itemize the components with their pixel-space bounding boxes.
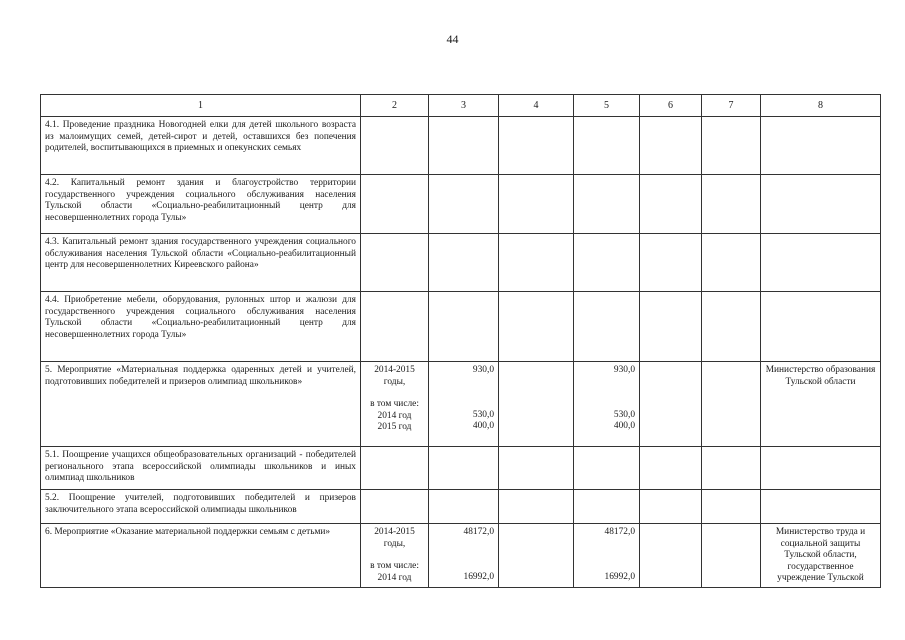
period-cell (361, 524, 429, 588)
column-6-cell (640, 362, 702, 447)
column-4-cell (499, 117, 574, 175)
total-cell (429, 292, 499, 362)
row-name-cell: 6. Мероприятие «Оказание материальной поддержки семьям с детьми» (41, 524, 361, 588)
column-header: 1 (41, 95, 361, 117)
c5-line (578, 377, 635, 388)
table-row (41, 175, 881, 234)
column-header: 7 (702, 95, 761, 117)
column-7-cell (702, 292, 761, 362)
program-table (40, 94, 881, 588)
column-4-cell (499, 362, 574, 447)
column-7-cell (702, 362, 761, 447)
column-7-cell (702, 117, 761, 175)
c3-line: 48172,0 (463, 527, 494, 537)
column-header: 4 (499, 95, 574, 117)
c5-line (578, 561, 635, 572)
column-6-cell (640, 234, 702, 292)
column-4-cell (499, 447, 574, 490)
column-6-cell (640, 117, 702, 175)
c5-line (578, 550, 635, 561)
budget-cell (574, 362, 640, 447)
column-4-cell (499, 490, 574, 524)
responsible-cell (761, 234, 881, 292)
period-line (365, 388, 424, 399)
column-4-cell (499, 292, 574, 362)
c5-line (578, 388, 635, 399)
column-6-cell (640, 490, 702, 524)
column-4-cell (499, 175, 574, 234)
column-7-cell (702, 447, 761, 490)
total-cell (429, 490, 499, 524)
budget-cell (574, 524, 640, 588)
table-row (41, 490, 881, 524)
page-number: 44 (446, 32, 459, 46)
responsible-cell (761, 117, 881, 175)
period-cell (361, 234, 429, 292)
column-6-cell (640, 447, 702, 490)
period-cell (361, 362, 429, 447)
table-row (41, 292, 881, 362)
budget-cell (574, 234, 640, 292)
budget-cell (574, 447, 640, 490)
column-header: 6 (640, 95, 702, 117)
table-row (41, 524, 881, 588)
total-cell (429, 362, 499, 447)
column-6-cell (640, 175, 702, 234)
column-header: 5 (574, 95, 640, 117)
period-line: в том числе: (370, 399, 419, 410)
c5-line (578, 539, 635, 550)
period-line: 2014-2015 (374, 527, 415, 537)
period-cell (361, 447, 429, 490)
period-line: годы, (383, 376, 406, 387)
row-name-cell: 4.4. Приобретение мебели, оборудования, рулонных штор и жалюзи для государственного учреждения социального обслуживания населения Тульской области «Социально-реабилитационный центр для несовершеннолетних города Тулы» (41, 292, 361, 362)
row-name-cell: 5. Мероприятие «Материальная поддержка одаренных детей и учителей, подготовивших победителей и призеров олимпиад школьников» (41, 362, 361, 447)
table-row (41, 117, 881, 175)
budget-cell (574, 117, 640, 175)
row-name-cell: 5.2. Поощрение учителей, подготовивших победителей и призеров заключительного этапа всероссийской олимпиады школьников (41, 490, 361, 524)
column-6-cell (640, 292, 702, 362)
c5-line: 400,0 (613, 421, 635, 432)
budget-cell (574, 292, 640, 362)
period-line (365, 550, 424, 561)
period-line: 2015 год (377, 422, 412, 433)
c5-line: 530,0 (613, 409, 635, 420)
table-row (41, 234, 881, 292)
row-name-cell: 4.3. Капитальный ремонт здания государственного учреждения социального обслуживания населения Тульской области «Социально-реабилитационный центр для несовершеннолетних Киреевского района» (41, 234, 361, 292)
row-name-cell: 4.1. Проведение праздника Новогодней елки для детей школьного возраста из малоимущих семей, детей-сирот и детей, оставшихся без попечения родителей, воспитывающихся в приемных и опекунских семьях (41, 117, 361, 175)
responsible-cell: Министерство труда и социальной защиты Тульской области, государственное учреждение Тульской (761, 524, 881, 588)
column-7-cell (702, 524, 761, 588)
budget-cell (574, 175, 640, 234)
c5-line: 930,0 (613, 365, 635, 375)
responsible-cell: Министерство образования Тульской области (761, 362, 881, 447)
column-4-cell (499, 524, 574, 588)
column-header: 8 (761, 95, 881, 117)
column-7-cell (702, 490, 761, 524)
column-6-cell (640, 524, 702, 588)
table-body (41, 95, 881, 588)
period-line: 2014 год (377, 410, 412, 421)
c3-line (433, 399, 494, 410)
period-line: 2014 год (377, 572, 412, 583)
table-row (41, 362, 881, 447)
total-cell (429, 175, 499, 234)
c3-line: 930,0 (472, 365, 494, 375)
responsible-cell (761, 490, 881, 524)
c3-line (433, 561, 494, 572)
row-name-cell: 5.1. Поощрение учащихся общеобразовательных организаций - победителей регионального этапа всероссийской олимпиады школьников и иных олимпиад школьников (41, 447, 361, 490)
responsible-cell (761, 292, 881, 362)
c3-line: 16992,0 (463, 571, 494, 582)
column-7-cell (702, 234, 761, 292)
c5-line: 16992,0 (604, 571, 635, 582)
column-header: 2 (361, 95, 429, 117)
total-cell (429, 234, 499, 292)
c3-line (433, 550, 494, 561)
total-cell (429, 117, 499, 175)
column-4-cell (499, 234, 574, 292)
c5-line: 48172,0 (604, 527, 635, 537)
c3-line (433, 539, 494, 550)
responsible-cell (761, 175, 881, 234)
column-7-cell (702, 175, 761, 234)
c3-line: 400,0 (472, 421, 494, 432)
period-cell (361, 490, 429, 524)
period-line: 2014-2015 (374, 365, 415, 375)
period-cell (361, 117, 429, 175)
c5-line (578, 399, 635, 410)
header-row (41, 95, 881, 117)
period-cell (361, 175, 429, 234)
c3-line (433, 377, 494, 388)
c3-line (433, 388, 494, 399)
period-line: в том числе: (370, 561, 419, 572)
total-cell (429, 524, 499, 588)
total-cell (429, 447, 499, 490)
column-header: 3 (429, 95, 499, 117)
budget-cell (574, 490, 640, 524)
period-line: годы, (383, 538, 406, 549)
responsible-cell (761, 447, 881, 490)
table-row (41, 447, 881, 490)
c3-line: 530,0 (472, 409, 494, 420)
row-name-cell: 4.2. Капитальный ремонт здания и благоустройство территории государственного учреждения социального обслуживания населения Тульской области «Социально-реабилитационный центр для несовершеннолетних города Тулы» (41, 175, 361, 234)
period-cell (361, 292, 429, 362)
